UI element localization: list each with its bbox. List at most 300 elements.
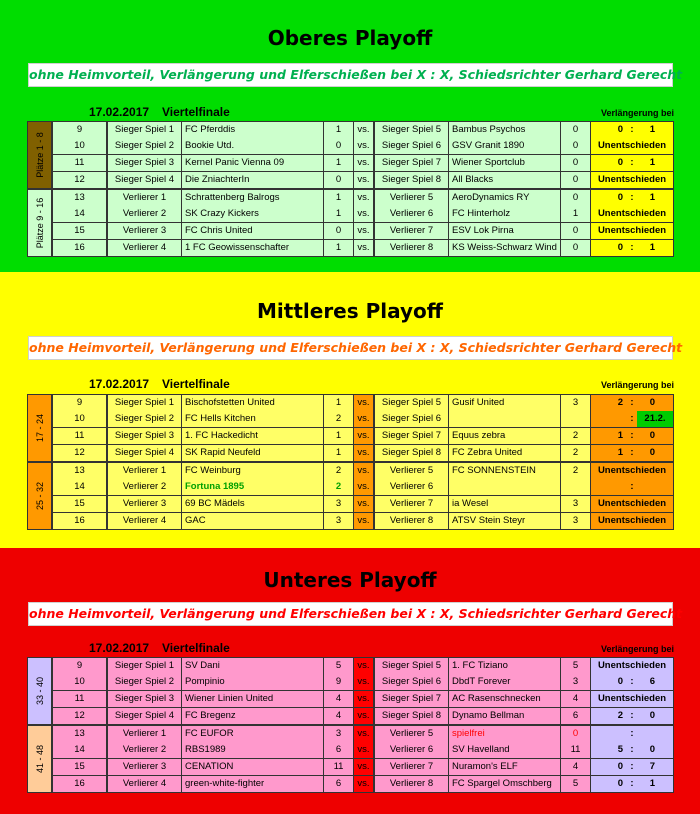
result-away: 1 (649, 192, 655, 203)
team1-score: 1 (324, 240, 354, 257)
team2-score: 3 (561, 513, 591, 530)
team1-score: 6 (324, 776, 354, 793)
overtime-result (591, 240, 674, 257)
group-label-text: 41 - 48 (34, 744, 45, 774)
result-colon: : (630, 778, 634, 789)
team1-slot: Sieger Spiel 1 (107, 122, 182, 139)
team1-score: 9 (324, 674, 354, 691)
result-away: 0 (649, 397, 655, 408)
result-home: 0 (617, 761, 623, 772)
team2-name: spielfrei (449, 726, 561, 743)
team1-name: Pompinio (182, 674, 324, 691)
team2-score: 2 (561, 428, 591, 445)
result-colon: : (630, 744, 634, 755)
vs-label: vs. (354, 122, 374, 139)
team2-name: Equus zebra (449, 428, 561, 445)
match-row (27, 138, 674, 155)
team2-slot: Verlierer 5 (374, 726, 449, 743)
team1-slot: Sieger Spiel 3 (107, 155, 182, 172)
team2-score: 0 (561, 726, 591, 743)
vs-label: vs. (354, 726, 374, 743)
result-home: 0 (617, 124, 623, 135)
team2-name: Nuramon's ELF (449, 759, 561, 776)
team2-name: FC SONNENSTEIN (449, 463, 561, 480)
result-colon: : (630, 676, 634, 687)
match-number: 12 (52, 708, 107, 725)
team1-slot: Verlierer 3 (107, 223, 182, 240)
match-number: 11 (52, 428, 107, 445)
team1-slot: Sieger Spiel 4 (107, 172, 182, 189)
overtime-result (591, 759, 674, 776)
team1-slot: Verlierer 2 (107, 479, 182, 496)
team2-name: SV Havelland (449, 742, 561, 759)
team1-name: 1 FC Geowissenschafter (182, 240, 324, 257)
team1-slot: Verlierer 3 (107, 759, 182, 776)
team1-name: Die ZniachterIn (182, 172, 324, 189)
team2-name: ATSV Stein Steyr (449, 513, 561, 530)
overtime-result (591, 155, 674, 172)
result-colon: : (630, 710, 634, 721)
team2-name: All Blacks (449, 172, 561, 189)
team2-name: KS Weiss-Schwarz Wind (449, 240, 561, 257)
group-label-text: 33 - 40 (34, 676, 45, 706)
rules-banner: ohne Heimvorteil, Verlängerung und Elferschießen bei X : X, Schiedsrichter Gerhard Gerecht (28, 602, 673, 626)
overtime-result (591, 479, 674, 496)
team2-name: AeroDynamics RY (449, 190, 561, 207)
team2-score: 3 (561, 674, 591, 691)
result-colon: : (630, 397, 634, 408)
stage-label: Viertelfinale (162, 105, 230, 119)
match-row (27, 445, 674, 462)
result-colon: : (630, 728, 634, 739)
team1-name: GAC (182, 513, 324, 530)
team1-score: 5 (324, 658, 354, 675)
match-row (27, 155, 674, 172)
match-date: 17.02.2017 (89, 641, 150, 655)
result-colon: : (630, 761, 634, 772)
team1-score: 1 (324, 190, 354, 207)
result-text: Unentschieden (597, 140, 667, 151)
team1-slot: Verlierer 3 (107, 496, 182, 513)
team1-score: 3 (324, 496, 354, 513)
result-colon: : (630, 124, 634, 135)
team1-name: 69 BC Mädels (182, 496, 324, 513)
result-away: 0 (649, 430, 655, 441)
team1-slot: Verlierer 4 (107, 513, 182, 530)
result-colon: : (630, 430, 634, 441)
team1-name: CENATION (182, 759, 324, 776)
match-number: 16 (52, 513, 107, 530)
match-date: 17.02.2017 (89, 377, 150, 391)
team1-slot: Verlierer 2 (107, 742, 182, 759)
team2-slot: Verlierer 7 (374, 759, 449, 776)
team2-name: 1. FC Tiziano (449, 658, 561, 675)
result-away: 1 (649, 242, 655, 253)
team2-score: 11 (561, 742, 591, 759)
vs-label: vs. (354, 463, 374, 480)
team2-score: 0 (561, 122, 591, 139)
section-unteres (0, 548, 700, 814)
result-home: 0 (617, 157, 623, 168)
result-colon: : (630, 413, 634, 424)
team2-score: 4 (561, 759, 591, 776)
team2-slot: Sieger Spiel 8 (374, 172, 449, 189)
team1-score: 2 (324, 463, 354, 480)
team1-name: FC EUFOR (182, 726, 324, 743)
vs-label: vs. (354, 759, 374, 776)
overtime-result (591, 223, 674, 240)
match-row (27, 206, 674, 223)
team2-score (561, 479, 591, 496)
match-date: 17.02.2017 (89, 105, 150, 119)
overtime-result (591, 463, 674, 480)
team2-score: 3 (561, 496, 591, 513)
team1-name: Bischofstetten United (182, 395, 324, 412)
overtime-result (591, 445, 674, 462)
team1-score: 1 (324, 206, 354, 223)
match-row (27, 223, 674, 240)
vs-label: vs. (354, 206, 374, 223)
result-away: 0 (649, 710, 655, 721)
team1-score: 0 (324, 138, 354, 155)
rules-banner: ohne Heimvorteil, Verlängerung und Elferschießen bei X : X, Schiedsrichter Gerhard Gerecht (28, 336, 673, 360)
team1-score: 11 (324, 759, 354, 776)
team2-name (449, 411, 561, 428)
team1-name: green-white-fighter (182, 776, 324, 793)
team1-slot: Sieger Spiel 2 (107, 674, 182, 691)
team1-score: 1 (324, 445, 354, 462)
overtime-result (591, 138, 674, 155)
overtime-result (591, 190, 674, 207)
team2-slot: Verlierer 8 (374, 776, 449, 793)
team1-score: 4 (324, 691, 354, 708)
team2-score: 0 (561, 240, 591, 257)
result-home: 5 (617, 744, 623, 755)
team1-score: 1 (324, 428, 354, 445)
team1-score: 0 (324, 223, 354, 240)
vs-label: vs. (354, 428, 374, 445)
team2-name: ESV Lok Pirna (449, 223, 561, 240)
match-number: 12 (52, 445, 107, 462)
group-label-text: Plätze 9 - 16 (34, 197, 45, 249)
team2-name: GSV Granit 1890 (449, 138, 561, 155)
result-home: 1 (617, 430, 623, 441)
team1-score: 6 (324, 742, 354, 759)
reschedule-date: 21.2. (637, 411, 673, 427)
match-number: 15 (52, 496, 107, 513)
team2-name: FC Hinterholz (449, 206, 561, 223)
vs-label: vs. (354, 742, 374, 759)
result-text: Unentschieden (597, 660, 667, 671)
result-text: Unentschieden (597, 208, 667, 219)
team2-score (561, 411, 591, 428)
match-number: 11 (52, 691, 107, 708)
result-away: 0 (649, 447, 655, 458)
match-table (27, 657, 674, 794)
team2-slot: Verlierer 8 (374, 240, 449, 257)
team2-name: Dynamo Bellman (449, 708, 561, 725)
team1-slot: Sieger Spiel 3 (107, 691, 182, 708)
team2-score: 0 (561, 190, 591, 207)
overtime-result (591, 122, 674, 139)
team2-slot: Sieger Spiel 8 (374, 708, 449, 725)
team2-score: 5 (561, 658, 591, 675)
result-text: Unentschieden (597, 465, 667, 476)
team2-name: ia Wesel (449, 496, 561, 513)
team2-name: FC Zebra United (449, 445, 561, 462)
overtime-result (591, 708, 674, 725)
match-number: 14 (52, 206, 107, 223)
team1-slot: Sieger Spiel 2 (107, 138, 182, 155)
overtime-label: Verlängerung bei (600, 108, 674, 118)
team2-score: 4 (561, 691, 591, 708)
team2-score: 3 (561, 395, 591, 412)
team1-slot: Sieger Spiel 1 (107, 395, 182, 412)
team1-name: FC Chris United (182, 223, 324, 240)
team1-name: FC Hells Kitchen (182, 411, 324, 428)
result-home: 0 (617, 242, 623, 253)
team1-score: 1 (324, 395, 354, 412)
overtime-result (591, 674, 674, 691)
team1-name: Bookie Utd. (182, 138, 324, 155)
vs-label: vs. (354, 223, 374, 240)
match-row (27, 691, 674, 708)
match-row (27, 121, 674, 139)
match-row (27, 725, 674, 743)
team1-score: 4 (324, 708, 354, 725)
team2-slot: Sieger Spiel 7 (374, 428, 449, 445)
vs-label: vs. (354, 496, 374, 513)
team1-slot: Sieger Spiel 3 (107, 428, 182, 445)
team2-slot: Verlierer 6 (374, 206, 449, 223)
team2-slot: Sieger Spiel 7 (374, 691, 449, 708)
stage-label: Viertelfinale (162, 641, 230, 655)
result-colon: : (630, 447, 634, 458)
result-away: 1 (649, 157, 655, 168)
overtime-result (591, 206, 674, 223)
vs-label: vs. (354, 776, 374, 793)
match-number: 14 (52, 742, 107, 759)
result-home: 1 (617, 447, 623, 458)
match-row (27, 479, 674, 496)
match-number: 9 (52, 395, 107, 412)
match-number: 13 (52, 190, 107, 207)
team1-slot: Sieger Spiel 2 (107, 411, 182, 428)
team1-score: 3 (324, 726, 354, 743)
team1-name: SV Dani (182, 658, 324, 675)
vs-label: vs. (354, 395, 374, 412)
team2-name (449, 479, 561, 496)
rules-banner: ohne Heimvorteil, Verlängerung und Elferschießen bei X : X, Schiedsrichter Gerhard Gerecht (28, 63, 673, 87)
result-colon: : (630, 192, 634, 203)
team2-score: 0 (561, 172, 591, 189)
vs-label: vs. (354, 138, 374, 155)
match-number: 10 (52, 138, 107, 155)
overtime-result (591, 428, 674, 445)
section-oberes (0, 0, 700, 272)
team1-name: SK Crazy Kickers (182, 206, 324, 223)
section-title: Mittleres Playoff (257, 299, 443, 323)
result-text: Unentschieden (597, 498, 667, 509)
vs-label: vs. (354, 190, 374, 207)
team2-name: Gusif United (449, 395, 561, 412)
match-number: 12 (52, 172, 107, 189)
team2-slot: Verlierer 5 (374, 463, 449, 480)
overtime-label: Verlängerung bei (600, 644, 674, 654)
team1-name: Schrattenberg Balrogs (182, 190, 324, 207)
team2-score: 6 (561, 708, 591, 725)
result-text: Unentschieden (597, 515, 667, 526)
team1-slot: Verlierer 4 (107, 776, 182, 793)
match-number: 15 (52, 759, 107, 776)
team1-score: 3 (324, 513, 354, 530)
vs-label: vs. (354, 674, 374, 691)
match-row (27, 462, 674, 480)
team2-name: Wiener Sportclub (449, 155, 561, 172)
stage-label: Viertelfinale (162, 377, 230, 391)
team1-score: 2 (324, 411, 354, 428)
team2-score: 0 (561, 138, 591, 155)
match-number: 9 (52, 658, 107, 675)
team1-name: Kernel Panic Vienna 09 (182, 155, 324, 172)
group-label-text: 25 - 32 (34, 481, 45, 511)
result-colon: : (630, 157, 634, 168)
overtime-label: Verlängerung bei (600, 380, 674, 390)
match-number: 15 (52, 223, 107, 240)
match-table (27, 121, 674, 258)
overtime-result (591, 742, 674, 759)
team2-score: 0 (561, 223, 591, 240)
team2-score: 1 (561, 206, 591, 223)
result-away: 1 (649, 124, 655, 135)
overtime-result (591, 411, 674, 428)
team2-slot: Verlierer 5 (374, 190, 449, 207)
match-number: 9 (52, 122, 107, 139)
vs-label: vs. (354, 411, 374, 428)
team2-slot: Sieger Spiel 5 (374, 122, 449, 139)
team1-score: 1 (324, 155, 354, 172)
result-away: 1 (649, 778, 655, 789)
overtime-result (591, 726, 674, 743)
team1-score: 1 (324, 122, 354, 139)
match-number: 10 (52, 411, 107, 428)
match-row (27, 189, 674, 207)
vs-label: vs. (354, 513, 374, 530)
vs-label: vs. (354, 658, 374, 675)
match-row (27, 776, 674, 793)
result-away: 6 (649, 676, 655, 687)
result-away: 7 (649, 761, 655, 772)
overtime-result (591, 776, 674, 793)
match-table (27, 394, 674, 531)
overtime-result (591, 395, 674, 412)
overtime-result (591, 691, 674, 708)
team2-slot: Verlierer 6 (374, 479, 449, 496)
team1-slot: Verlierer 4 (107, 240, 182, 257)
team1-slot: Sieger Spiel 4 (107, 445, 182, 462)
team2-slot: Sieger Spiel 6 (374, 411, 449, 428)
team2-name: Bambus Psychos (449, 122, 561, 139)
overtime-result (591, 172, 674, 189)
match-row (27, 240, 674, 257)
team2-slot: Verlierer 8 (374, 513, 449, 530)
result-home: 0 (617, 778, 623, 789)
result-home: 0 (617, 192, 623, 203)
vs-label: vs. (354, 240, 374, 257)
team1-slot: Sieger Spiel 4 (107, 708, 182, 725)
overtime-result (591, 658, 674, 675)
match-row (27, 513, 674, 530)
result-colon: : (630, 481, 634, 492)
match-number: 13 (52, 463, 107, 480)
match-number: 10 (52, 674, 107, 691)
team2-slot: Sieger Spiel 8 (374, 445, 449, 462)
team1-name: Wiener Linien United (182, 691, 324, 708)
vs-label: vs. (354, 691, 374, 708)
team1-name: Fortuna 1895 (182, 479, 324, 496)
match-row (27, 657, 674, 675)
result-colon: : (630, 242, 634, 253)
match-number: 16 (52, 240, 107, 257)
team2-slot: Verlierer 7 (374, 496, 449, 513)
overtime-result (591, 513, 674, 530)
match-number: 16 (52, 776, 107, 793)
team1-name: FC Bregenz (182, 708, 324, 725)
overtime-result (591, 496, 674, 513)
team2-name: DbdT Forever (449, 674, 561, 691)
team1-slot: Sieger Spiel 1 (107, 658, 182, 675)
match-row (27, 411, 674, 428)
team1-name: 1. FC Hackedicht (182, 428, 324, 445)
match-row (27, 742, 674, 759)
vs-label: vs. (354, 155, 374, 172)
vs-label: vs. (354, 708, 374, 725)
match-number: 11 (52, 155, 107, 172)
result-away: 0 (649, 744, 655, 755)
team1-slot: Verlierer 1 (107, 190, 182, 207)
team1-score: 0 (324, 172, 354, 189)
team1-slot: Verlierer 1 (107, 726, 182, 743)
team1-score: 2 (324, 479, 354, 496)
match-row (27, 172, 674, 189)
match-row (27, 394, 674, 412)
team1-name: SK Rapid Neufeld (182, 445, 324, 462)
team2-slot: Sieger Spiel 6 (374, 674, 449, 691)
group-label-text: 17 - 24 (34, 413, 45, 443)
vs-label: vs. (354, 172, 374, 189)
team2-slot: Sieger Spiel 6 (374, 138, 449, 155)
match-number: 13 (52, 726, 107, 743)
team2-slot: Sieger Spiel 5 (374, 658, 449, 675)
team2-name: AC Rasenschnecken (449, 691, 561, 708)
team1-slot: Verlierer 1 (107, 463, 182, 480)
team2-name: FC Spargel Omschberg (449, 776, 561, 793)
team1-name: FC Pferddis (182, 122, 324, 139)
vs-label: vs. (354, 479, 374, 496)
match-row (27, 759, 674, 776)
team2-slot: Sieger Spiel 5 (374, 395, 449, 412)
team1-slot: Verlierer 2 (107, 206, 182, 223)
team2-slot: Verlierer 7 (374, 223, 449, 240)
result-text: Unentschieden (597, 174, 667, 185)
team2-score: 0 (561, 155, 591, 172)
section-title: Oberes Playoff (267, 26, 433, 50)
match-number: 14 (52, 479, 107, 496)
team1-name: FC Weinburg (182, 463, 324, 480)
result-text: Unentschieden (597, 693, 667, 704)
result-home: 2 (617, 397, 623, 408)
team2-score: 5 (561, 776, 591, 793)
